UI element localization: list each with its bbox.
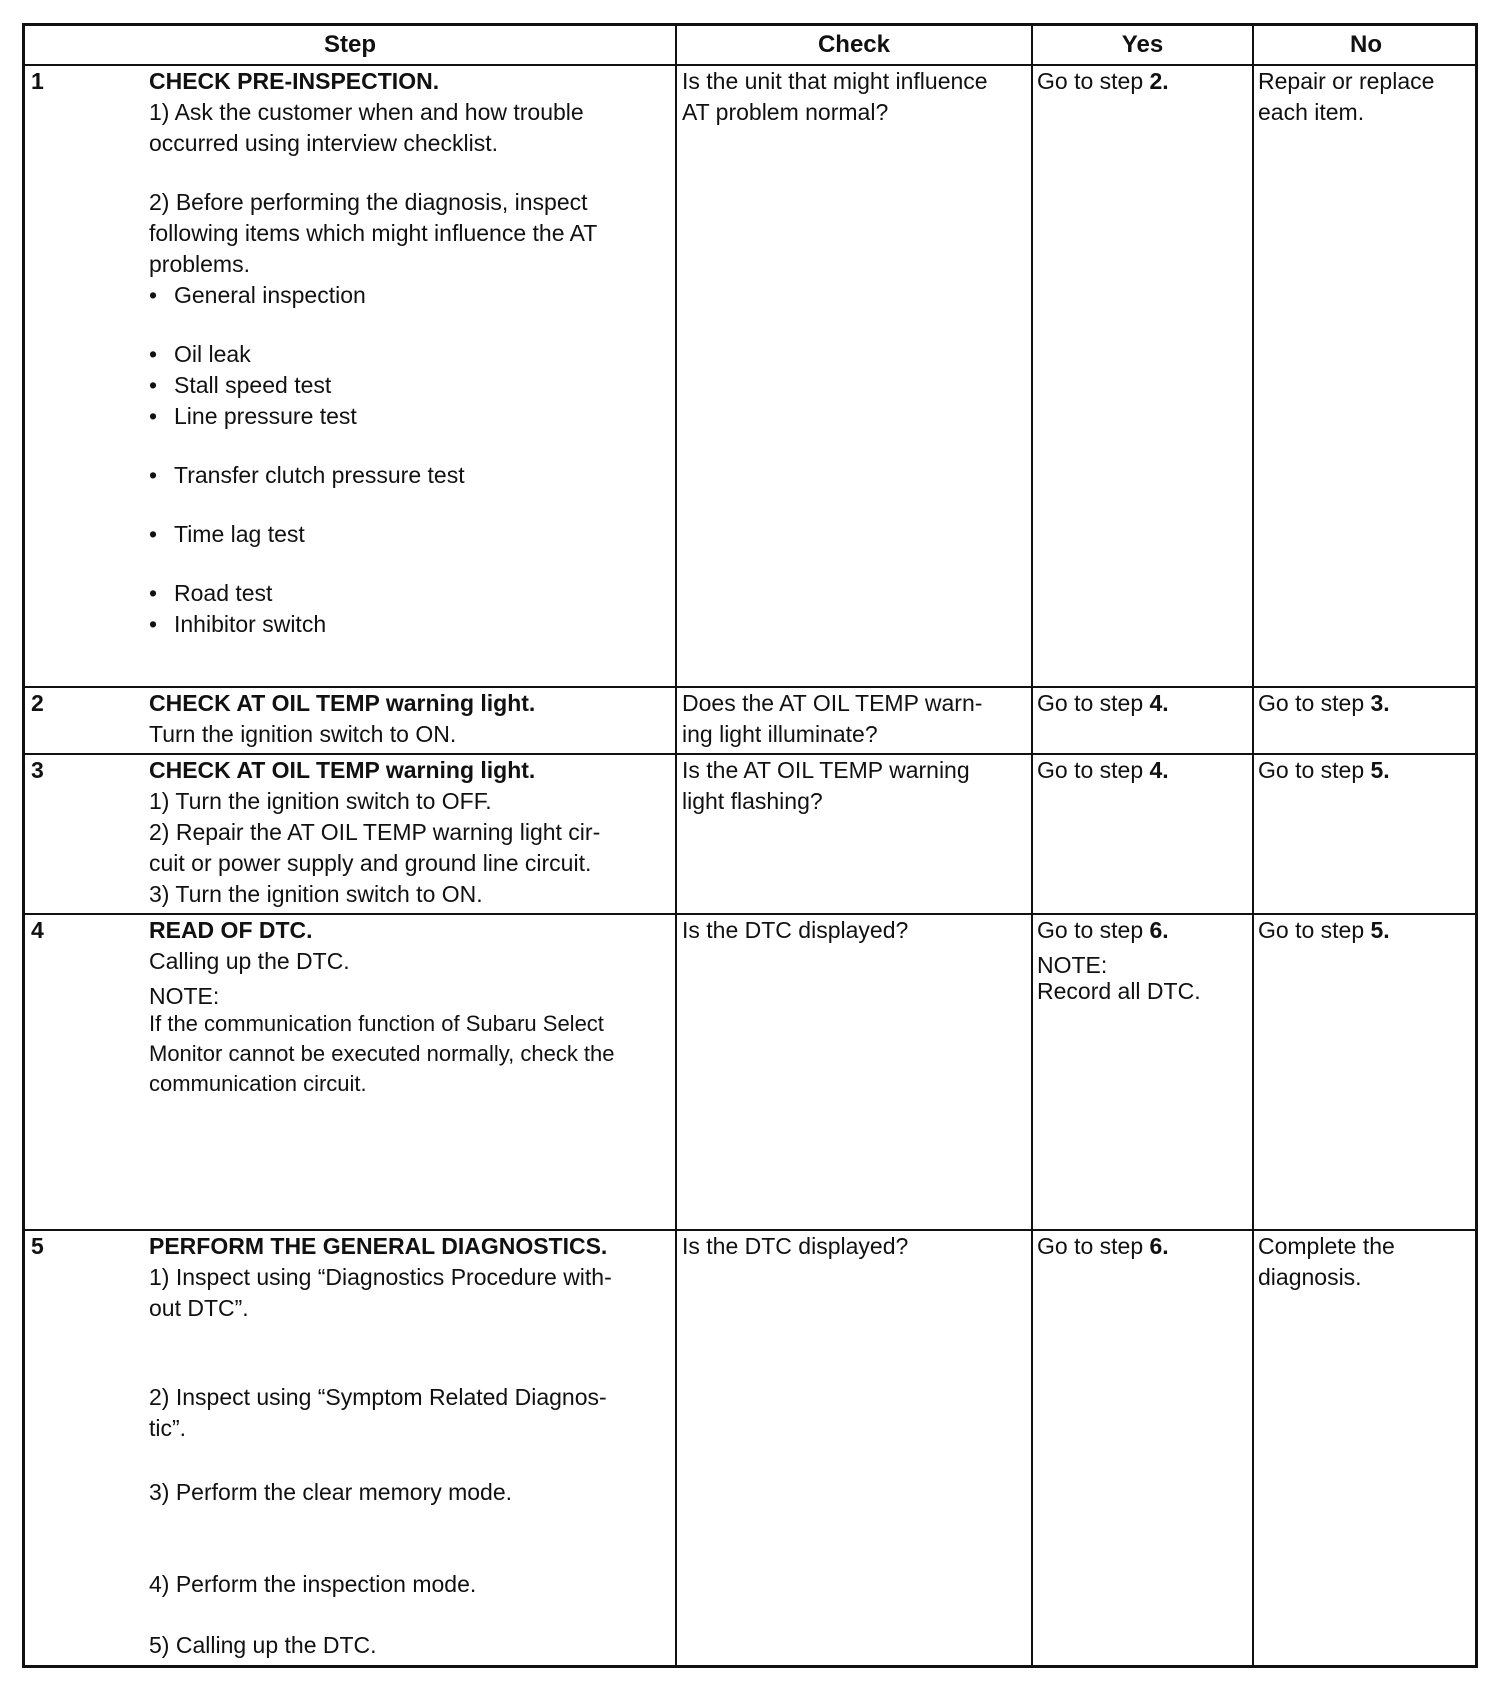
check-text: light flashing?: [682, 788, 823, 814]
bullet-item: • Transfer clutch pressure test: [149, 460, 669, 491]
step-cell: [149, 755, 669, 910]
no-step-ref: 5.: [1370, 917, 1390, 943]
column-divider: [1031, 26, 1033, 1665]
no-text: Go to step: [1258, 690, 1371, 716]
step-number: 1: [31, 68, 44, 94]
no-cell: [1258, 755, 1473, 786]
bullet-item: • Road test: [149, 578, 669, 609]
header-step: Step: [323, 31, 376, 58]
step-text: out DTC”.: [149, 1295, 249, 1321]
step-text: 3) Perform the clear memory mode.: [149, 1479, 513, 1505]
yes-text: Go to step: [1037, 1233, 1150, 1259]
column-divider: [1252, 26, 1254, 1665]
step-text: 1) Inspect using “Diagnostics Procedure with-: [149, 1264, 612, 1290]
no-step-ref: 3.: [1370, 690, 1390, 716]
no-cell: [1258, 915, 1473, 946]
check-text: Is the DTC displayed?: [682, 917, 909, 943]
check-text: Is the DTC displayed?: [682, 1233, 909, 1259]
note-text: Record all DTC.: [1037, 978, 1201, 1004]
yes-step-ref: 2.: [1149, 68, 1169, 94]
yes-step-ref: 4.: [1149, 757, 1169, 783]
no-cell: [1258, 66, 1473, 128]
step-number: 5: [31, 1233, 44, 1259]
note-text: communication circuit.: [149, 1071, 367, 1096]
column-divider: [675, 26, 677, 1665]
bullet-item: • General inspection: [149, 280, 669, 311]
check-text: AT problem normal?: [682, 99, 889, 125]
header-yes: Yes: [1121, 31, 1164, 58]
step-title: PERFORM THE GENERAL DIAGNOSTICS.: [149, 1233, 608, 1259]
no-text: diagnosis.: [1258, 1264, 1362, 1290]
check-cell: [682, 915, 1027, 946]
header-check: Check: [817, 31, 891, 58]
step-number: 4: [31, 917, 44, 943]
bullet-item: • Stall speed test: [149, 370, 669, 401]
check-text: Is the unit that might influence: [682, 68, 988, 94]
yes-cell: [1037, 1231, 1247, 1262]
note-text: If the communication function of Subaru Select: [149, 1011, 604, 1036]
no-text: each item.: [1258, 99, 1365, 125]
bullet-item: • Inhibitor switch: [149, 609, 669, 640]
step-title: CHECK AT OIL TEMP warning light.: [149, 757, 536, 783]
note-text: Monitor cannot be executed normally, check the: [149, 1041, 615, 1066]
yes-cell: [1037, 755, 1247, 786]
yes-text: Go to step: [1037, 757, 1150, 783]
no-text: Complete the: [1258, 1233, 1395, 1259]
yes-text: Go to step: [1037, 690, 1150, 716]
yes-step-ref: 6.: [1149, 1233, 1169, 1259]
bullet-item: • Oil leak: [149, 339, 669, 370]
yes-step-ref: 4.: [1149, 690, 1169, 716]
diagnostic-table: [22, 23, 1478, 1668]
step-text: Calling up the DTC.: [149, 948, 350, 974]
check-cell: [682, 66, 1027, 128]
step-cell: [149, 915, 671, 1099]
step-title: CHECK PRE-INSPECTION.: [149, 68, 440, 94]
step-text: tic”.: [149, 1415, 187, 1441]
no-cell: [1258, 1231, 1473, 1293]
check-cell: [682, 755, 1027, 817]
step-title: READ OF DTC.: [149, 917, 313, 943]
step-text: 3) Turn the ignition switch to ON.: [149, 881, 483, 907]
step-text: 5) Calling up the DTC.: [149, 1632, 377, 1658]
header-no: No: [1350, 31, 1382, 58]
step-text: occurred using interview checklist.: [149, 130, 498, 156]
no-text: Go to step: [1258, 757, 1371, 783]
check-text: Is the AT OIL TEMP warning: [682, 757, 970, 783]
step-text: 2) Inspect using “Symptom Related Diagnos-: [149, 1384, 607, 1410]
step-cell: [149, 688, 669, 750]
step-text: 1) Turn the ignition switch to OFF.: [149, 788, 492, 814]
step-number: 3: [31, 757, 44, 783]
yes-cell: [1037, 688, 1247, 719]
no-cell: [1258, 688, 1473, 719]
bullet-item: • Time lag test: [149, 519, 669, 550]
step-cell: [149, 66, 669, 640]
step-text: Turn the ignition switch to ON.: [149, 721, 457, 747]
no-text: Repair or replace: [1258, 68, 1435, 94]
yes-step-ref: 6.: [1149, 917, 1169, 943]
step-cell: [149, 1231, 669, 1661]
yes-text: Go to step: [1037, 917, 1150, 943]
yes-text: Go to step: [1037, 68, 1150, 94]
step-number: 2: [31, 690, 44, 716]
step-text: problems.: [149, 251, 250, 277]
check-cell: [682, 1231, 1027, 1262]
step-text: 2) Repair the AT OIL TEMP warning light cir-: [149, 819, 601, 845]
check-text: Does the AT OIL TEMP warn-: [682, 690, 983, 716]
check-cell: [682, 688, 1027, 750]
no-step-ref: 5.: [1370, 757, 1390, 783]
no-text: Go to step: [1258, 917, 1371, 943]
step-text: following items which might influence the AT: [149, 220, 598, 246]
step-text: 1) Ask the customer when and how trouble: [149, 99, 584, 125]
step-text: cuit or power supply and ground line circuit.: [149, 850, 592, 876]
note-label: NOTE:: [1037, 952, 1108, 978]
note-label: NOTE:: [149, 983, 220, 1009]
step-text: 4) Perform the inspection mode.: [149, 1571, 477, 1597]
step-title: CHECK AT OIL TEMP warning light.: [149, 690, 536, 716]
bullet-item: • Line pressure test: [149, 401, 669, 432]
step-text: 2) Before performing the diagnosis, inspect: [149, 189, 588, 215]
yes-cell: [1037, 66, 1247, 97]
check-text: ing light illuminate?: [682, 721, 878, 747]
yes-cell: [1037, 915, 1247, 1004]
